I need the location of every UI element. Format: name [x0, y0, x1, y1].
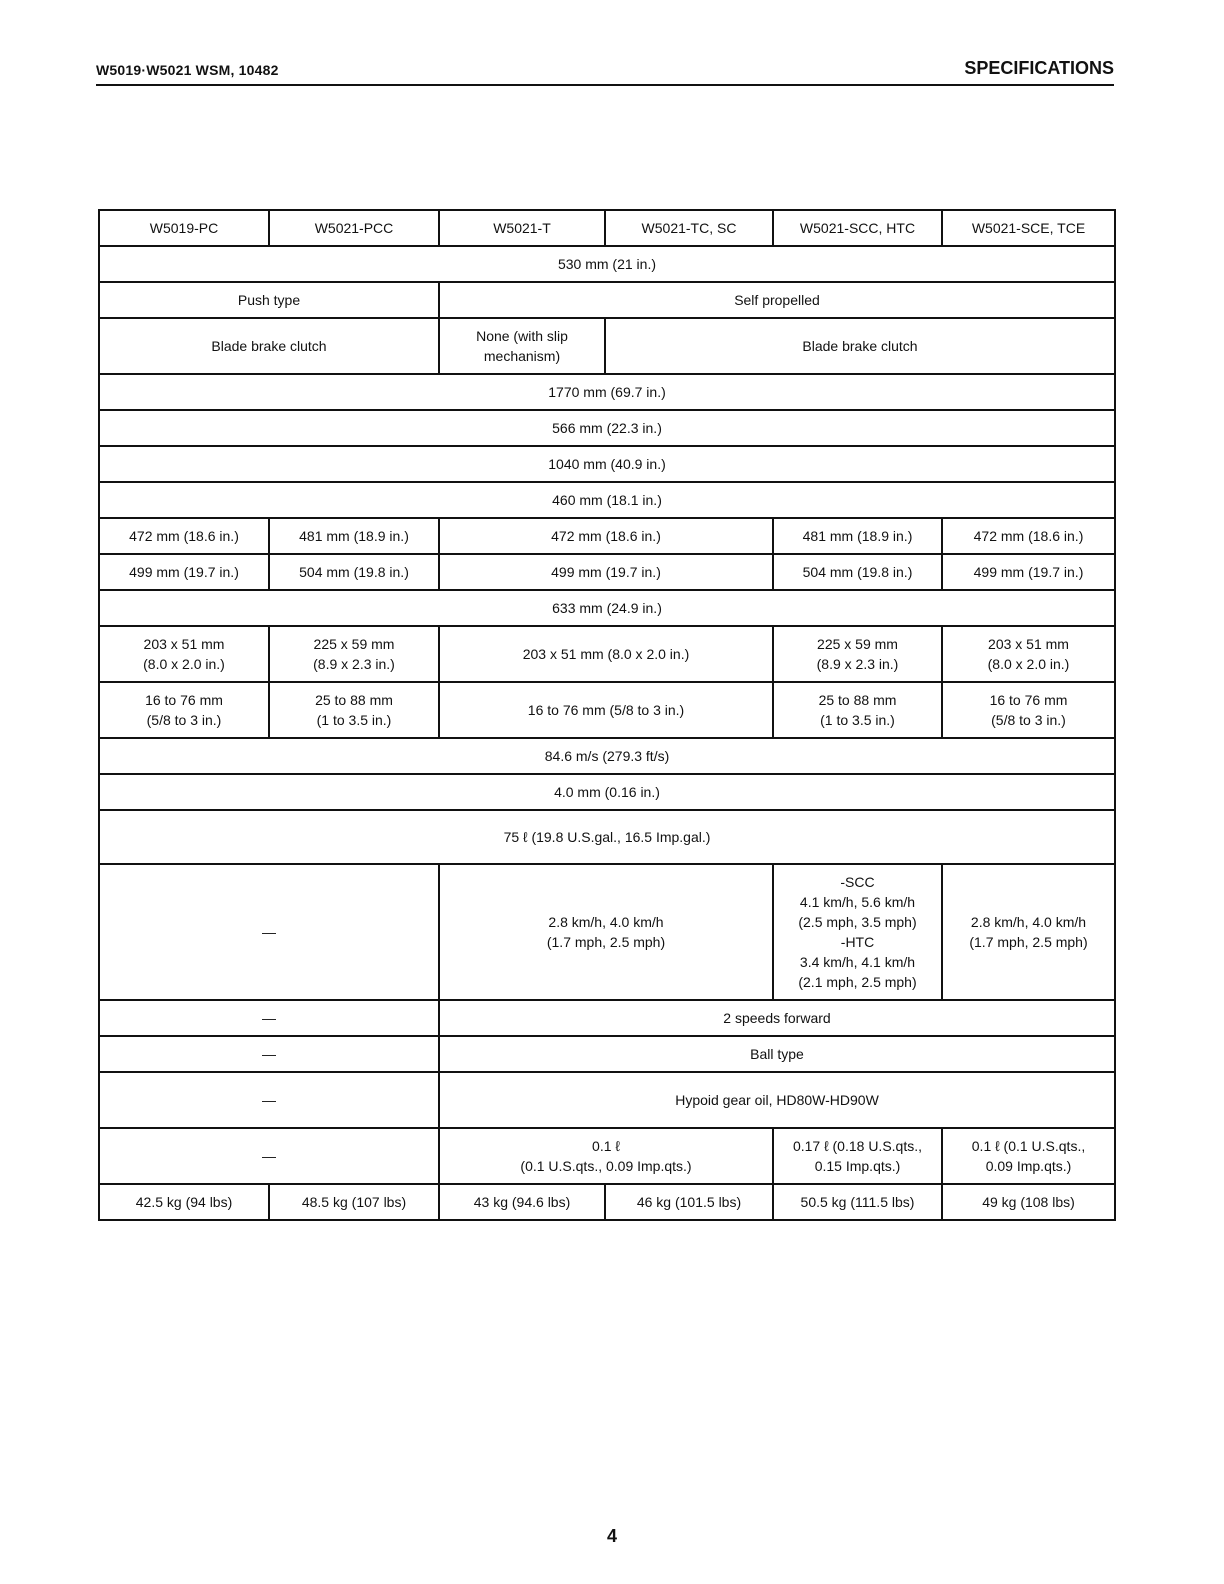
table-row	[99, 554, 1115, 590]
model-cell: W5021-TC, SC	[605, 210, 773, 246]
length-cell: 1770 mm (69.7 in.)	[99, 374, 1115, 410]
spec-cell: 499 mm (19.7 in.)	[99, 554, 269, 590]
cutting-height-cell: 16 to 76 mm (5/8 to 3 in.)	[439, 682, 773, 738]
table-row	[99, 482, 1115, 518]
table-row	[99, 446, 1115, 482]
wheel-size-cell: 203 x 51 mm (8.0 x 2.0 in.)	[439, 626, 773, 682]
cutting-height-cell: 16 to 76 mm (5/8 to 3 in.)	[942, 682, 1115, 738]
model-cell: W5021-SCE, TCE	[942, 210, 1115, 246]
blade-control-cell: None (with slip mechanism)	[439, 318, 605, 374]
table-row	[99, 864, 1115, 1000]
wheel-size-cell: 203 x 51 mm (8.0 x 2.0 in.)	[99, 626, 269, 682]
blade-control-cell: Blade brake clutch	[99, 318, 439, 374]
table-row	[99, 282, 1115, 318]
table-row-models	[99, 210, 1115, 246]
oil-capacity-cell: 0.1 ℓ (0.1 U.S.qts., 0.09 Imp.qts.)	[942, 1128, 1115, 1184]
blade-thickness-cell: 4.0 mm (0.16 in.)	[99, 774, 1115, 810]
table-row	[99, 810, 1115, 864]
wheelbase-cell: 633 mm (24.9 in.)	[99, 590, 1115, 626]
drive-type-cell: Push type	[99, 282, 439, 318]
spec-cell: 472 mm (18.6 in.)	[439, 518, 773, 554]
section-title: SPECIFICATIONS	[964, 58, 1114, 78]
spec-cell: 504 mm (19.8 in.)	[773, 554, 942, 590]
model-cell: W5021-SCC, HTC	[773, 210, 942, 246]
weight-cell: 43 kg (94.6 lbs)	[439, 1184, 605, 1220]
oil-capacity-cell: 0.1 ℓ (0.1 U.S.qts., 0.09 Imp.qts.)	[439, 1128, 773, 1184]
cutting-width-cell: 530 mm (21 in.)	[99, 246, 1115, 282]
table-row	[99, 246, 1115, 282]
page-number: 4	[606, 1526, 617, 1546]
dash-cell: —	[99, 1036, 439, 1072]
weight-cell: 49 kg (108 lbs)	[942, 1184, 1115, 1220]
handle-cell: 460 mm (18.1 in.)	[99, 482, 1115, 518]
specifications-table	[98, 209, 1116, 1221]
table-row	[99, 1128, 1115, 1184]
spec-cell: 504 mm (19.8 in.)	[269, 554, 439, 590]
manual-id: W5019·W5021 WSM, 10482	[96, 62, 279, 78]
dash-cell: —	[99, 1000, 439, 1036]
travel-speed-cell: -SCC 4.1 km/h, 5.6 km/h (2.5 mph, 3.5 mph) -HTC 3.4 km/h, 4.1 km/h (2.1 mph, 2.5 mph)	[773, 864, 942, 1000]
spec-cell: 481 mm (18.9 in.)	[773, 518, 942, 554]
weight-cell: 48.5 kg (107 lbs)	[269, 1184, 439, 1220]
clutch-cell: Ball type	[439, 1036, 1115, 1072]
table-row-weight	[99, 1184, 1115, 1220]
model-cell: W5021-T	[439, 210, 605, 246]
table-row	[99, 1036, 1115, 1072]
dash-cell: —	[99, 1072, 439, 1128]
drive-type-cell: Self propelled	[439, 282, 1115, 318]
spec-cell: 472 mm (18.6 in.)	[942, 518, 1115, 554]
table-row	[99, 738, 1115, 774]
cutting-height-cell: 25 to 88 mm (1 to 3.5 in.)	[269, 682, 439, 738]
table-row	[99, 1000, 1115, 1036]
model-cell: W5021-PCC	[269, 210, 439, 246]
wheel-size-cell: 203 x 51 mm (8.0 x 2.0 in.)	[942, 626, 1115, 682]
table-row	[99, 318, 1115, 374]
blade-control-cell: Blade brake clutch	[605, 318, 1115, 374]
dash-cell: —	[99, 864, 439, 1000]
wheel-size-cell: 225 x 59 mm (8.9 x 2.3 in.)	[269, 626, 439, 682]
weight-cell: 50.5 kg (111.5 lbs)	[773, 1184, 942, 1220]
weight-cell: 42.5 kg (94 lbs)	[99, 1184, 269, 1220]
table-row	[99, 774, 1115, 810]
transmission-cell: 2 speeds forward	[439, 1000, 1115, 1036]
travel-speed-cell: 2.8 km/h, 4.0 km/h (1.7 mph, 2.5 mph)	[942, 864, 1115, 1000]
width-cell: 566 mm (22.3 in.)	[99, 410, 1115, 446]
spec-cell: 472 mm (18.6 in.)	[99, 518, 269, 554]
oil-capacity-cell: 0.17 ℓ (0.18 U.S.qts., 0.15 Imp.qts.)	[773, 1128, 942, 1184]
table-row	[99, 682, 1115, 738]
spec-cell: 499 mm (19.7 in.)	[439, 554, 773, 590]
dash-cell: —	[99, 1128, 439, 1184]
table-row	[99, 410, 1115, 446]
table-row	[99, 1072, 1115, 1128]
model-cell: W5019-PC	[99, 210, 269, 246]
height-cell: 1040 mm (40.9 in.)	[99, 446, 1115, 482]
travel-speed-cell: 2.8 km/h, 4.0 km/h (1.7 mph, 2.5 mph)	[439, 864, 773, 1000]
cutting-height-cell: 16 to 76 mm (5/8 to 3 in.)	[99, 682, 269, 738]
weight-cell: 46 kg (101.5 lbs)	[605, 1184, 773, 1220]
table-row	[99, 518, 1115, 554]
table-row	[99, 626, 1115, 682]
table-row	[99, 374, 1115, 410]
cutting-height-cell: 25 to 88 mm (1 to 3.5 in.)	[773, 682, 942, 738]
wheel-size-cell: 225 x 59 mm (8.9 x 2.3 in.)	[773, 626, 942, 682]
blade-speed-cell: 84.6 m/s (279.3 ft/s)	[99, 738, 1115, 774]
grass-bag-cell: 75 ℓ (19.8 U.S.gal., 16.5 Imp.gal.)	[99, 810, 1115, 864]
spec-cell: 499 mm (19.7 in.)	[942, 554, 1115, 590]
page-header	[96, 60, 1114, 86]
table-row	[99, 590, 1115, 626]
gear-oil-cell: Hypoid gear oil, HD80W-HD90W	[439, 1072, 1115, 1128]
spec-cell: 481 mm (18.9 in.)	[269, 518, 439, 554]
